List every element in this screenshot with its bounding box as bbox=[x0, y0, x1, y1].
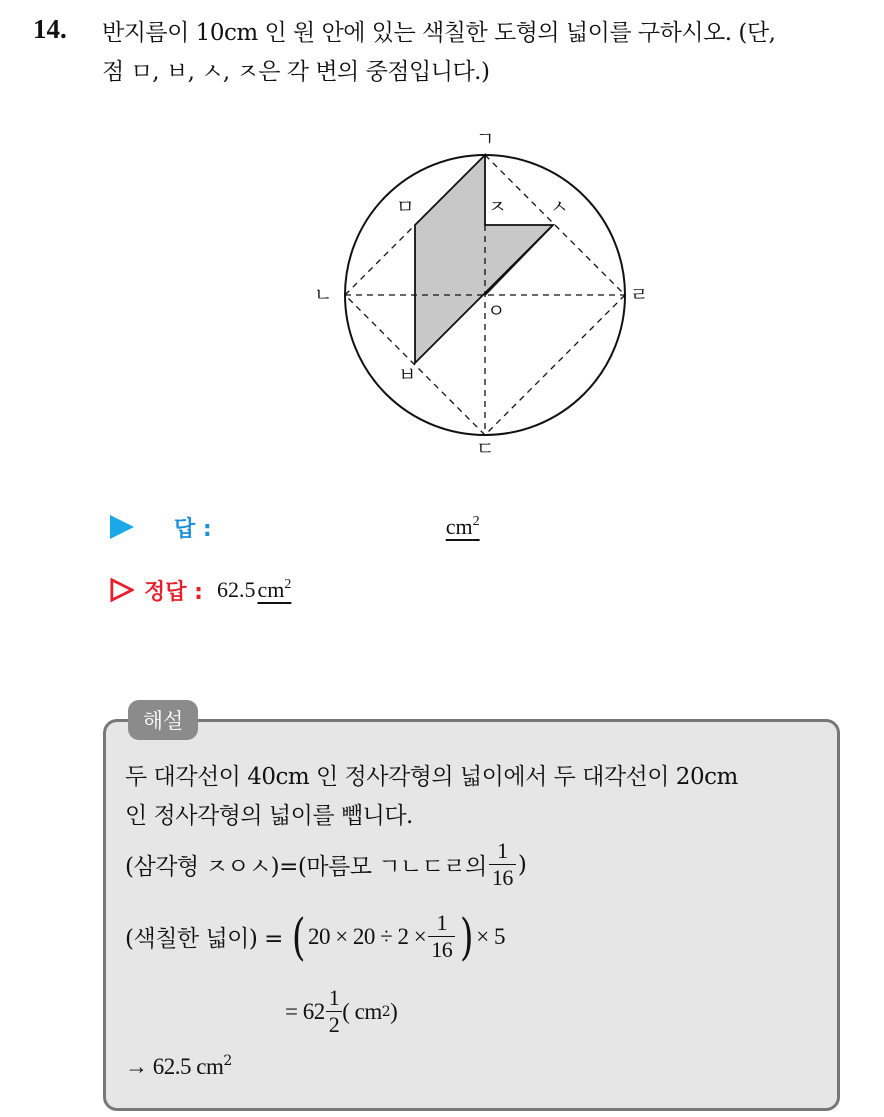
label-s: ㅅ bbox=[550, 196, 569, 218]
explanation-line-6: → 62.5 $cm^2$ bbox=[125, 1053, 232, 1079]
explanation-line-1: 두 대각선이 40cm 인 정사각형의 넓이에서 두 대각선이 20cm bbox=[125, 764, 738, 790]
label-j: ㅈ bbox=[488, 196, 507, 218]
label-right: ㄹ bbox=[630, 284, 649, 306]
question-line-1: 반지름이 10cm 인 원 안에 있는 색칠한 도형의 넓이를 구하시오. (단, bbox=[102, 20, 776, 46]
question-number: 14. bbox=[33, 14, 67, 44]
answer-unit: $cm^2$ bbox=[445, 514, 480, 539]
correct-answer-label: 정답 : bbox=[144, 579, 203, 605]
correct-answer-unit: $cm^2$ bbox=[257, 577, 292, 602]
question-text bbox=[102, 14, 872, 92]
explanation-line-2: 인 정사각형의 넓이를 뺍니다. bbox=[125, 803, 413, 829]
explanation-line-4: (색칠한 넓이) = ( 20 × 20 ÷ 2 × $\frac{1}{16}$ ) × 5 bbox=[125, 907, 506, 966]
label-b: ㅂ bbox=[398, 364, 417, 386]
red-outline-triangle-icon bbox=[110, 577, 134, 603]
question-line-2: 점 ㅁ, ㅂ, ㅅ, ㅈ은 각 변의 중점입니다.) bbox=[102, 59, 490, 85]
explanation-line-3: (삼각형 ㅈㅇㅅ)=(마름모 ㄱㄴㄷㄹ의 $\frac{1}{16}$ ) bbox=[125, 838, 527, 890]
label-m: ㅁ bbox=[396, 196, 415, 218]
correct-answer-value: 62.5 bbox=[216, 577, 256, 602]
explanation-line-5: = 62 $\frac{1}{2}$ ( cm 2 ) bbox=[285, 985, 398, 1037]
label-center: ㅇ bbox=[487, 300, 506, 322]
label-left: ㄴ bbox=[314, 284, 333, 306]
explanation-tag: 해설 bbox=[128, 700, 198, 740]
shaded-shape bbox=[415, 155, 553, 363]
answer-row bbox=[110, 510, 480, 544]
fraction-1-16: $\frac{1}{16}$ bbox=[489, 838, 516, 891]
fraction-1-2: $\frac{1}{2}$ bbox=[326, 985, 343, 1038]
blue-triangle-icon bbox=[110, 515, 134, 539]
geometry-figure bbox=[300, 115, 680, 465]
label-bottom: ㄷ bbox=[476, 438, 495, 460]
correct-answer-row bbox=[110, 573, 291, 607]
answer-label: 답 : bbox=[174, 516, 212, 542]
label-top: ㄱ bbox=[476, 128, 495, 150]
fraction-1-16-b: $\frac{1}{16}$ bbox=[428, 910, 455, 963]
